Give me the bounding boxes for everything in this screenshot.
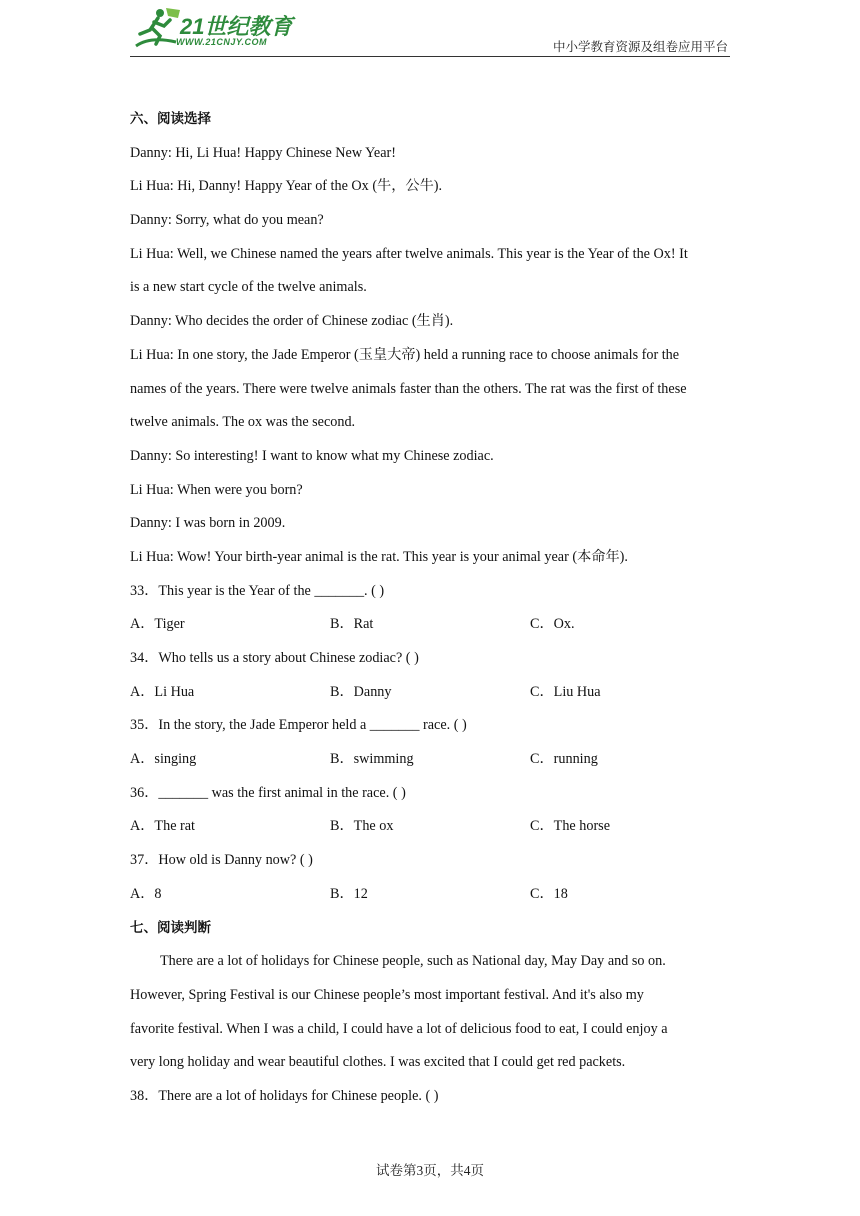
option-b: B．Rat	[330, 616, 374, 633]
options-35	[130, 743, 730, 777]
passage	[130, 945, 730, 1080]
option-a: A．singing	[130, 751, 197, 768]
option-b: B．Danny	[330, 683, 392, 700]
question-37: 37．How old is Danny now? ( )	[130, 852, 313, 869]
question-33: 33．This year is the Year of the _______. ( )	[130, 582, 385, 599]
dialogue-line: Danny: Who decides the order of Chinese zodiac (生肖).	[130, 313, 454, 330]
dialogue-line: twelve animals. The ox was the second.	[130, 414, 356, 431]
dialogue-line: Danny: So interesting! I want to know what my Chinese zodiac.	[130, 447, 494, 464]
dialogue-line: Danny: Sorry, what do you mean?	[130, 212, 324, 229]
dialogue-line: Li Hua: Well, we Chinese named the years after twelve animals. This year is the Year of the Ox! It	[130, 245, 688, 262]
runner-icon	[130, 6, 182, 50]
logo-text: 21世纪教育	[180, 14, 293, 39]
dialogue-line: Li Hua: Hi, Danny! Happy Year of the Ox (牛，公牛).	[130, 178, 443, 195]
logo-url: WWW.21CNJY.COM	[176, 37, 268, 47]
option-c: C．18	[530, 885, 568, 902]
options-36	[130, 810, 730, 844]
section-6-title: 六、阅读选择	[130, 111, 211, 127]
passage-line: favorite festival. When I was a child, I could have a lot of delicious food to eat, I could enjoy a	[130, 1020, 668, 1037]
section-7-title: 七、阅读判断	[130, 919, 211, 936]
option-a: A．The rat	[130, 818, 196, 835]
options-37	[130, 878, 730, 912]
option-c: C．The horse	[530, 818, 610, 835]
question-38: 38．There are a lot of holidays for Chinese people. ( )	[130, 1087, 439, 1104]
question-34: 34．Who tells us a story about Chinese zodiac? ( )	[130, 650, 419, 666]
dialogue-line: names of the years. There were twelve animals faster than the others. The rat was the first of these	[130, 380, 687, 397]
document-body	[130, 103, 730, 1114]
option-a: A．Tiger	[130, 616, 185, 633]
question-35: 35．In the story, the Jade Emperor held a _______ race. ( )	[130, 717, 467, 734]
header-platform-text: 中小学教育资源及组卷应用平台	[552, 39, 728, 54]
option-c: C．running	[530, 751, 598, 768]
option-c: C．Liu Hua	[530, 683, 601, 700]
dialogue-line: Li Hua: When were you born?	[130, 481, 303, 498]
dialogue-line: Danny: I was born in 2009.	[130, 515, 286, 532]
passage-line: There are a lot of holidays for Chinese people, such as National day, May Day and so on.	[160, 953, 666, 970]
options-34	[130, 676, 730, 710]
dialogue-line: Danny: Hi, Li Hua! Happy Chinese New Year!	[130, 144, 396, 161]
passage-line: very long holiday and wear beautiful clothes. I was excited that I could get red packets.	[130, 1054, 626, 1071]
option-a: A．8	[130, 885, 162, 902]
option-b: B．12	[330, 885, 368, 902]
option-c: C．Ox.	[530, 616, 575, 633]
option-a: A．Li Hua	[130, 683, 195, 700]
page-number: 试卷第3页，共4页	[376, 1163, 484, 1178]
passage-line: However, Spring Festival is our Chinese people’s most important festival. And it's also my	[130, 986, 644, 1003]
option-b: B．The ox	[330, 818, 394, 835]
dialogue-line: Li Hua: In one story, the Jade Emperor (玉皇大帝) held a running race to choose animals for the	[130, 346, 680, 363]
logo	[130, 6, 300, 50]
dialogue	[130, 137, 730, 575]
question-36: 36．_______ was the first animal in the race. ( )	[130, 784, 406, 801]
options-33	[130, 608, 730, 642]
page-header	[130, 0, 730, 57]
option-b: B．swimming	[330, 751, 414, 768]
dialogue-line: Li Hua: Wow! Your birth-year animal is the rat. This year is your animal year (本命年).	[130, 548, 628, 565]
dialogue-line: is a new start cycle of the twelve animals.	[130, 279, 367, 296]
